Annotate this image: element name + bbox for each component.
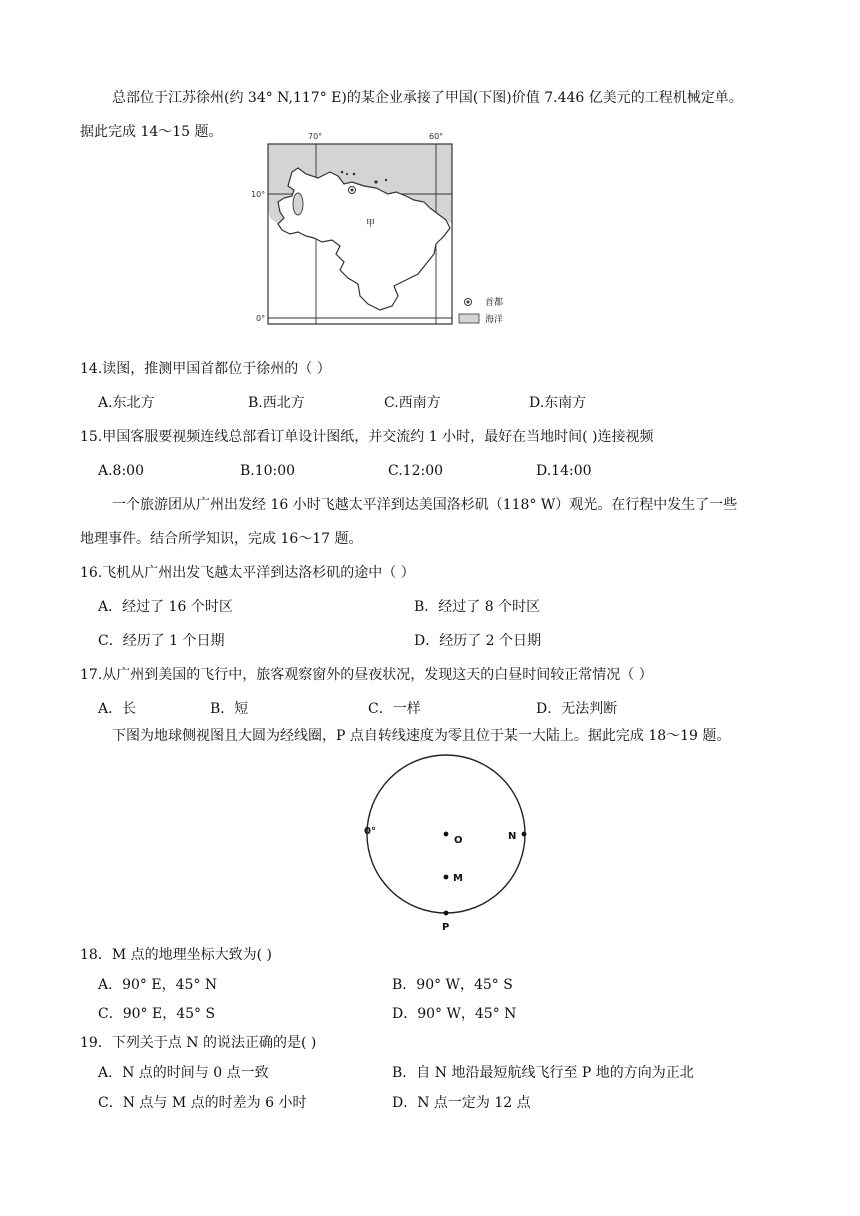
q18-option-d[interactable]: D．90° W，45° N — [392, 1006, 517, 1022]
lake-shape — [293, 193, 303, 215]
q16-option-a[interactable]: A．经过了 16 个时区 — [98, 599, 233, 615]
q17-stem: 17.从广州到美国的飞行中，旅客观察窗外的昼夜状况，发现这天的白昼时间较正常情况（ ） — [80, 667, 653, 683]
q19-stem: 19．下列关于点 N 的说法正确的是( ) — [80, 1035, 317, 1051]
ocean-swatch — [459, 314, 479, 323]
q18-option-b[interactable]: B．90° W，45° S — [392, 977, 513, 993]
legend-ocean-label: 海洋 — [485, 315, 504, 325]
q15-option-d[interactable]: D.14:00 — [536, 463, 592, 479]
intro1-line2: 据此完成 14～15 题。 — [80, 124, 223, 140]
point-m-dot — [444, 875, 449, 880]
q16-option-c[interactable]: C．经历了 1 个日期 — [98, 633, 225, 649]
legend-capital-label: 首都 — [485, 298, 504, 308]
q16-option-b[interactable]: B．经过了 8 个时区 — [414, 599, 541, 615]
lon-label-70: 70° — [308, 132, 323, 141]
q19-option-a[interactable]: A．N 点的时间与 0 点一致 — [98, 1065, 269, 1081]
q16-stem: 16.飞机从广州出发飞越太平洋到达洛杉矶的途中（ ） — [80, 565, 415, 581]
label-zero-meridian: 0° — [364, 826, 376, 837]
q18-stem: 18．M 点的地理坐标大致为( ) — [80, 947, 272, 963]
q14-option-c[interactable]: C.西南方 — [384, 395, 441, 411]
legend-ocean — [459, 313, 503, 325]
q14-option-a[interactable]: A.东北方 — [98, 395, 155, 411]
country-map — [248, 128, 520, 334]
q15-option-c[interactable]: C.12:00 — [388, 463, 444, 479]
capital-icon — [349, 187, 356, 194]
point-p-dot — [444, 911, 449, 916]
label-n: N — [508, 831, 517, 842]
q17-option-a[interactable]: A．长 — [98, 701, 137, 717]
intro1-line1: 总部位于江苏徐州(约 34° N,117° E)的某企业承接了甲国(下图)价值 7.446 亿美元的工程机械定单。 — [112, 90, 743, 106]
lat-label-10: 10° — [251, 190, 266, 199]
intro2-line1: 一个旅游团从广州出发经 16 小时飞越太平洋到达美国洛杉矶（118° W）观光。在行程中发生了一些 — [112, 497, 738, 513]
q18-option-c[interactable]: C．90° E，45° S — [98, 1006, 216, 1022]
intro3-line1: 下图为地球侧视图且大圆为经线圈，P 点自转线速度为零且位于某一大陆上。据此完成 18～19 题。 — [112, 728, 731, 744]
earth-side-view-diagram — [340, 748, 550, 938]
q19-option-c[interactable]: C．N 点与 M 点的时差为 6 小时 — [98, 1095, 307, 1111]
label-p: P — [442, 922, 450, 933]
q19-option-b[interactable]: B．自 N 地沿最短航线飞行至 P 地的方向为正北 — [392, 1065, 694, 1081]
point-n-dot — [522, 832, 527, 837]
legend-capital — [465, 296, 504, 308]
q14-option-d[interactable]: D.东南方 — [529, 395, 587, 411]
q14-option-b[interactable]: B.西北方 — [248, 395, 305, 411]
lat-label-0: 0° — [256, 314, 266, 323]
q19-option-d[interactable]: D．N 点一定为 12 点 — [392, 1095, 531, 1111]
q16-option-d[interactable]: D．经历了 2 个日期 — [414, 633, 542, 649]
lon-label-60: 60° — [429, 132, 444, 141]
q15-option-a[interactable]: A.8:00 — [98, 463, 144, 479]
q15-option-b[interactable]: B.10:00 — [240, 463, 296, 479]
q15-stem: 15.甲国客服要视频连线总部看订单设计图纸，并交流约 1 小时，最好在当地时间( )连接视频 — [80, 429, 654, 445]
q18-option-a[interactable]: A．90° E，45° N — [98, 977, 218, 993]
label-o: O — [454, 835, 463, 846]
intro2-line2: 地理事件。结合所学知识，完成 16～17 题。 — [80, 531, 363, 547]
q17-option-c[interactable]: C．一样 — [368, 701, 421, 717]
point-o-dot — [444, 832, 449, 837]
q17-option-b[interactable]: B．短 — [210, 701, 249, 717]
country-label: 甲 — [366, 219, 376, 229]
q14-stem: 14.读图，推测甲国首都位于徐州的（ ） — [80, 361, 331, 377]
q17-option-d[interactable]: D．无法判断 — [536, 701, 618, 717]
label-m: M — [453, 873, 463, 884]
